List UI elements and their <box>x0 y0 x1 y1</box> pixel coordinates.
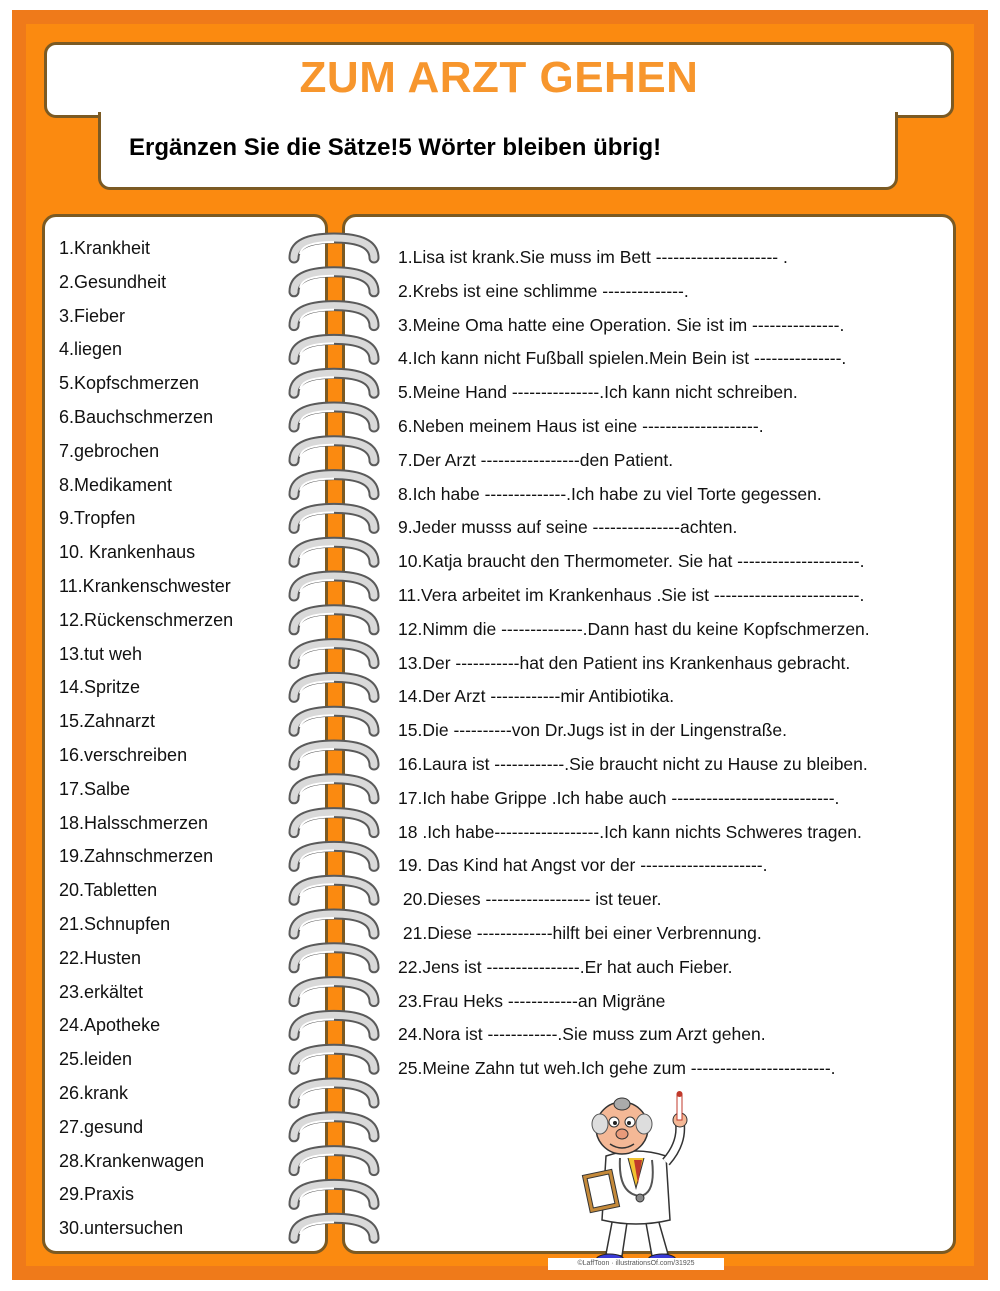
instruction-text: Ergänzen Sie die Sätze!5 Wörter bleiben übrig! <box>129 134 662 161</box>
spiral-ring <box>294 779 374 799</box>
word-item: 24.Apotheke <box>59 1015 161 1036</box>
sentence-item: 6.Neben meinem Haus ist eine --------------------. <box>398 415 764 436</box>
sentence-item: 17.Ich habe Grippe .Ich habe auch ----------------------------. <box>398 787 840 808</box>
spiral-ring <box>294 745 374 765</box>
spiral-ring <box>294 475 374 495</box>
sentence-item: 14.Der Arzt ------------mir Antibiotika. <box>398 686 675 707</box>
sentence-item: 19. Das Kind hat Angst vor der ---------------------. <box>398 855 768 876</box>
word-item: 25.leiden <box>59 1049 133 1070</box>
word-item: 23.erkältet <box>59 981 144 1002</box>
spiral-ring <box>294 880 374 900</box>
spiral-ring <box>294 914 374 934</box>
word-item: 18.Halsschmerzen <box>59 812 209 833</box>
doctor-illustration <box>548 1084 724 1270</box>
sentence-item: 3.Meine Oma hatte eine Operation. Sie ist im ---------------. <box>398 314 845 335</box>
image-credit: ©LaffToon · illustrationsOf.com/31925 <box>548 1258 724 1270</box>
word-item: 10. Krankenhaus <box>59 542 196 563</box>
word-item: 29.Praxis <box>59 1184 135 1205</box>
word-item: 12.Rückenschmerzen <box>59 609 234 630</box>
spiral-ring <box>294 1049 374 1069</box>
sentence-list <box>398 244 870 1089</box>
spiral-ring <box>294 339 374 359</box>
word-item: 17.Salbe <box>59 778 131 799</box>
sentence-item: 13.Der -----------hat den Patient ins Krankenhaus gebracht. <box>398 652 851 673</box>
word-item: 4.liegen <box>59 339 123 360</box>
word-item: 28.Krankenwagen <box>59 1150 205 1171</box>
word-item: 5.Kopfschmerzen <box>59 373 200 394</box>
word-item: 14.Spritze <box>59 677 141 698</box>
spiral-ring <box>294 948 374 968</box>
word-item: 1.Krankheit <box>59 238 151 258</box>
word-item: 20.Tabletten <box>59 880 158 901</box>
sentence-item: 9.Jeder musss auf seine ---------------achten. <box>398 517 738 538</box>
sentence-item: 10.Katja braucht den Thermometer. Sie hat ---------------------. <box>398 551 865 572</box>
spiral-ring <box>294 238 374 258</box>
sentence-item: 2.Krebs ist eine schlimme --------------. <box>398 280 689 301</box>
sentence-item: 24.Nora ist ------------.Sie muss zum Arzt gehen. <box>398 1024 766 1045</box>
sentence-item: 23.Frau Heks ------------an Migräne <box>398 990 666 1011</box>
sentence-item: 7.Der Arzt -----------------den Patient. <box>398 449 674 470</box>
sentence-item: 4.Ich kann nicht Fußball spielen.Mein Bein ist ---------------. <box>398 348 847 369</box>
sentence-item: 11.Vera arbeitet im Krankenhaus .Sie ist -------------------------. <box>398 584 865 605</box>
spiral-ring <box>294 576 374 596</box>
sentence-item: 12.Nimm die --------------.Dann hast du keine Kopfschmerzen. <box>398 618 870 639</box>
spiral-ring <box>294 373 374 393</box>
word-item: 19.Zahnschmerzen <box>59 846 214 867</box>
word-item: 11.Krankenschwester <box>59 575 231 596</box>
spiral-ring <box>294 542 374 562</box>
sentence-item: 20.Dieses ------------------ ist teuer. <box>398 889 662 910</box>
sentence-item: 25.Meine Zahn tut weh.Ich gehe zum ------------------------. <box>398 1058 836 1079</box>
word-item: 13.tut weh <box>59 643 143 664</box>
word-item: 30.untersuchen <box>59 1218 184 1239</box>
sentence-item: 15.Die ----------von Dr.Jugs ist in der Lingenstraße. <box>398 720 787 741</box>
spiral-ring <box>294 1151 374 1171</box>
notebook-spiral <box>284 226 384 1246</box>
spiral-ring <box>294 407 374 427</box>
word-item: 21.Schnupfen <box>59 913 171 934</box>
spiral-ring <box>294 306 374 326</box>
word-bank-list <box>59 235 233 1249</box>
sentence-item: 16.Laura ist ------------.Sie braucht nicht zu Hause zu bleiben. <box>398 753 868 774</box>
instruction-box <box>98 112 898 190</box>
spiral-ring <box>294 272 374 292</box>
title-box <box>44 42 954 118</box>
spiral-ring <box>294 1184 374 1204</box>
spiral-ring <box>294 1117 374 1137</box>
word-item: 3.Fieber <box>59 305 126 326</box>
spiral-ring <box>294 846 374 866</box>
spiral-ring <box>294 711 374 731</box>
word-item: 27.gesund <box>59 1116 144 1137</box>
word-item: 26.krank <box>59 1082 129 1103</box>
spiral-ring <box>294 1218 374 1238</box>
word-item: 2.Gesundheit <box>59 271 167 292</box>
sentence-item: 18 .Ich habe------------------.Ich kann nichts Schweres tragen. <box>398 821 862 842</box>
spiral-ring <box>294 1083 374 1103</box>
spiral-ring <box>294 1015 374 1035</box>
spiral-ring <box>294 982 374 1002</box>
spiral-ring <box>294 610 374 630</box>
word-item: 6.Bauchschmerzen <box>59 406 214 427</box>
sentence-item: 22.Jens ist ----------------.Er hat auch Fieber. <box>398 956 733 977</box>
word-item: 8.Medikament <box>59 474 173 495</box>
spiral-ring <box>294 644 374 664</box>
word-item: 16.verschreiben <box>59 744 188 765</box>
spiral-ring <box>294 677 374 697</box>
spiral-ring <box>294 508 374 528</box>
word-item: 9.Tropfen <box>59 508 136 529</box>
sentence-item: 8.Ich habe --------------.Ich habe zu viel Torte gegessen. <box>398 483 822 504</box>
word-item: 15.Zahnarzt <box>59 711 156 732</box>
spiral-ring <box>294 441 374 461</box>
sentence-item: 21.Diese -------------hilft bei einer Verbrennung. <box>398 922 762 943</box>
sentence-item: 5.Meine Hand ---------------.Ich kann nicht schreiben. <box>398 382 798 403</box>
sentence-item: 1.Lisa ist krank.Sie muss im Bett --------------------- . <box>398 247 788 267</box>
spiral-ring <box>294 813 374 833</box>
word-item: 7.gebrochen <box>59 440 160 461</box>
word-item: 22.Husten <box>59 947 142 968</box>
page-title: ZUM ARZT GEHEN <box>299 53 699 102</box>
